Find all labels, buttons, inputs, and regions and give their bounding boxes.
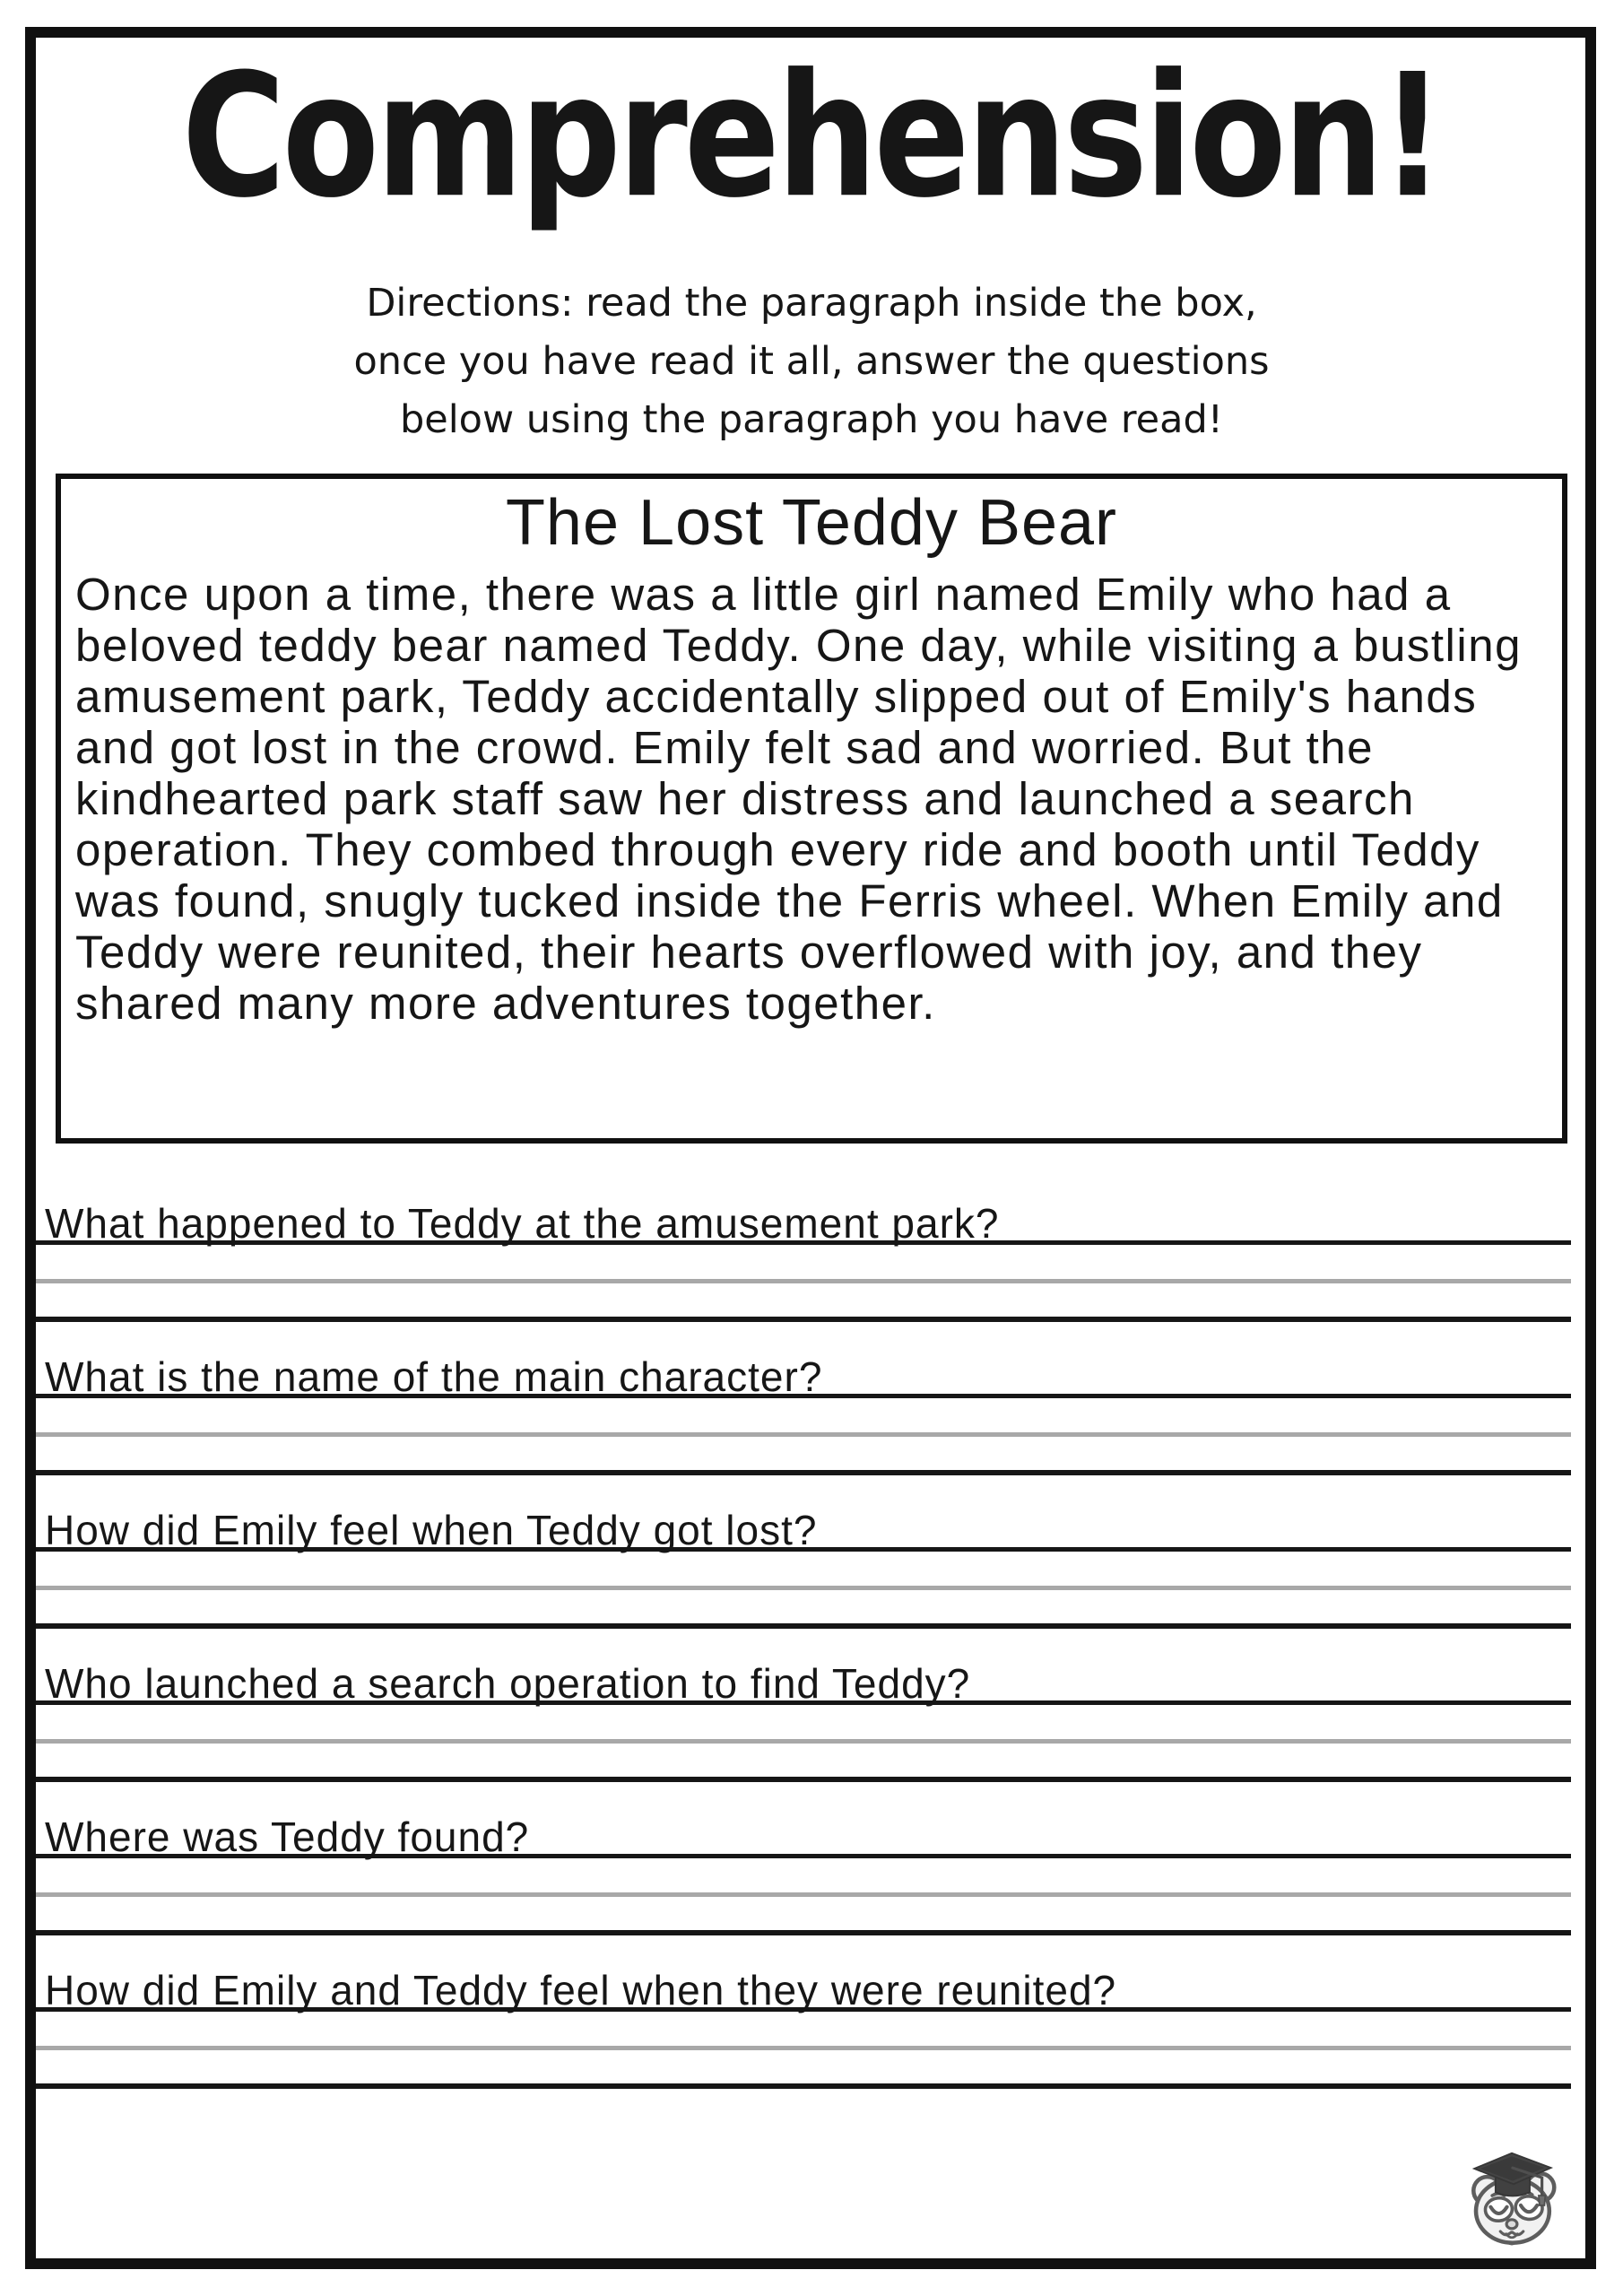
question-block-4 [36,1654,1571,1782]
graduation-cap-tassel-end [1539,2196,1545,2205]
answer-line-6a[interactable] [36,2046,1571,2050]
worksheet-title: Comprehension! [181,38,1442,236]
bear-nose [1506,2220,1517,2229]
question-text-3: How did Emily feel when Teddy got lost? [36,1500,1571,1552]
answer-line-4b[interactable] [36,1777,1571,1782]
question-block-5 [36,1807,1571,1935]
answer-line-3b[interactable] [36,1623,1571,1629]
question-block-6 [36,1961,1571,2089]
story-box [56,474,1567,1144]
directions-line-3: below using the paragraph you have read! [399,397,1224,442]
bear-eye-patch-left [1484,2196,1514,2222]
question-block-2 [36,1347,1571,1475]
answer-line-5a[interactable] [36,1892,1571,1897]
story-paragraph: Once upon a time, there was a little girl named Emily who had a beloved teddy bear named Teddy. One day, while visiting a bustling amusement park, Teddy accidentally slipped out of Emily's hands and got lost in the crowd. Emily felt sad and worried. But the kindhearted park staff saw her distress and launched a search operation. They combed through every ride and booth until Teddy was found, snugly tucked inside the Ferris wheel. When Emily and Teddy were reunited, their hearts overflowed with joy, and they shared many more adventures together. [75,569,1522,1029]
answer-line-1b[interactable] [36,1317,1571,1322]
question-block-1 [36,1194,1571,1322]
question-text-4: Who launched a search operation to find Teddy? [36,1654,1571,1705]
directions-line-2: once you have read it all, answer the questions [353,339,1270,384]
question-text-5: Where was Teddy found? [36,1807,1571,1858]
answer-line-1a[interactable] [36,1279,1571,1283]
directions-text [0,274,1623,449]
bear-graduation-cap-logo [1458,2144,1566,2248]
directions-line-1: Directions: read the paragraph inside the box, [366,281,1257,326]
bear-chin [1508,2243,1515,2244]
answer-line-4a[interactable] [36,1739,1571,1744]
question-text-1: What happened to Teddy at the amusement park? [36,1194,1571,1245]
question-block-3 [36,1500,1571,1629]
answer-line-5b[interactable] [36,1930,1571,1935]
answer-line-2a[interactable] [36,1432,1571,1437]
question-text-6: How did Emily and Teddy feel when they were reunited? [36,1961,1571,2012]
answer-line-2b[interactable] [36,1470,1571,1475]
answer-line-3a[interactable] [36,1586,1571,1590]
answer-line-6b[interactable] [36,2083,1571,2089]
question-text-2: What is the name of the main character? [36,1347,1571,1398]
story-title: The Lost Teddy Bear [505,487,1118,559]
